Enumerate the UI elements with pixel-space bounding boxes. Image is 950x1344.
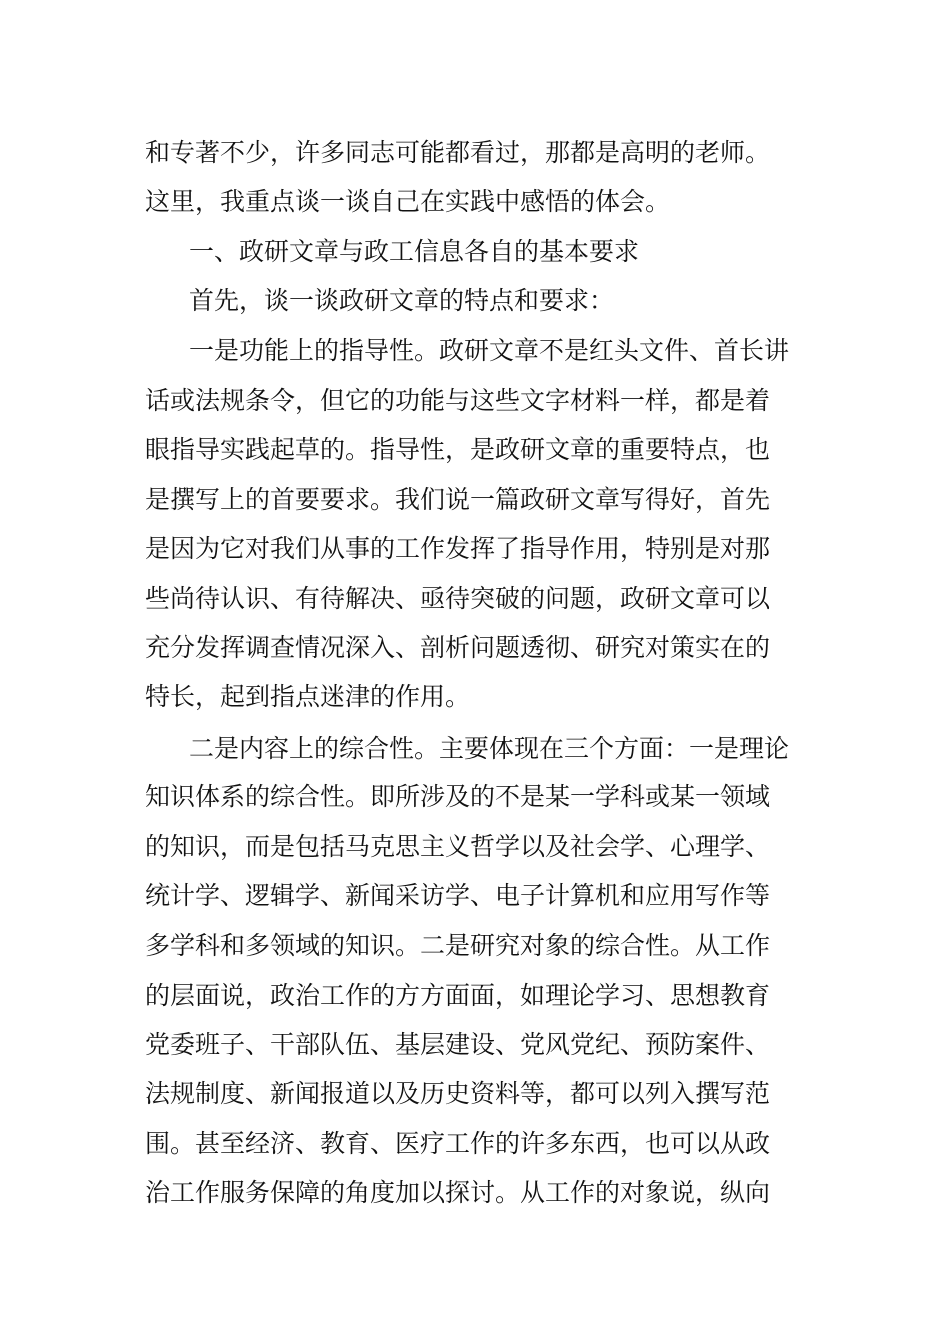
text-line: 眼指导实践起草的。指导性，是政研文章的重要特点，也 <box>145 435 771 464</box>
text-line: 是因为它对我们从事的工作发挥了指导作用，特别是对那 <box>145 534 771 563</box>
text-line: 特长，起到指点迷津的作用。 <box>145 682 471 711</box>
text-line: 一是功能上的指导性。政研文章不是红头文件、首长讲 <box>189 336 790 365</box>
text-line: 首先，谈一谈政研文章的特点和要求： <box>189 286 615 315</box>
text-line: 统计学、逻辑学、新闻采访学、电子计算机和应用写作等 <box>145 881 771 910</box>
text-line: 法规制度、新闻报道以及历史资料等，都可以列入撰写范 <box>145 1079 771 1108</box>
text-line: 围。甚至经济、教育、医疗工作的许多东西，也可以从政 <box>145 1129 771 1158</box>
text-line: 二是内容上的综合性。主要体现在三个方面：一是理论 <box>189 734 790 763</box>
text-line: 党委班子、干部队伍、基层建设、党风党纪、预防案件、 <box>145 1030 771 1059</box>
text-line: 的层面说，政治工作的方方面面，如理论学习、思想教育 <box>145 981 771 1010</box>
text-line: 是撰写上的首要要求。我们说一篇政研文章写得好，首先 <box>145 485 771 514</box>
text-line: 些尚待认识、有待解决、亟待突破的问题，政研文章可以 <box>145 584 771 613</box>
text-line: 话或法规条令，但它的功能与这些文字材料一样，都是着 <box>145 386 771 415</box>
text-line: 知识体系的综合性。即所涉及的不是某一学科或某一领域 <box>145 782 771 811</box>
text-line: 这里，我重点谈一谈自己在实践中感悟的体会。 <box>145 187 671 216</box>
text-line: 和专著不少，许多同志可能都看过，那都是高明的老师。 <box>145 138 771 167</box>
section-heading: 一、政研文章与政工信息各自的基本要求 <box>189 237 640 266</box>
text-line: 多学科和多领域的知识。二是研究对象的综合性。从工作 <box>145 931 771 960</box>
text-line: 的知识，而是包括马克思主义哲学以及社会学、心理学、 <box>145 832 771 861</box>
text-line: 充分发挥调查情况深入、剖析问题透彻、研究对策实在的 <box>145 633 771 662</box>
text-line: 治工作服务保障的角度加以探讨。从工作的对象说，纵向 <box>145 1178 771 1207</box>
